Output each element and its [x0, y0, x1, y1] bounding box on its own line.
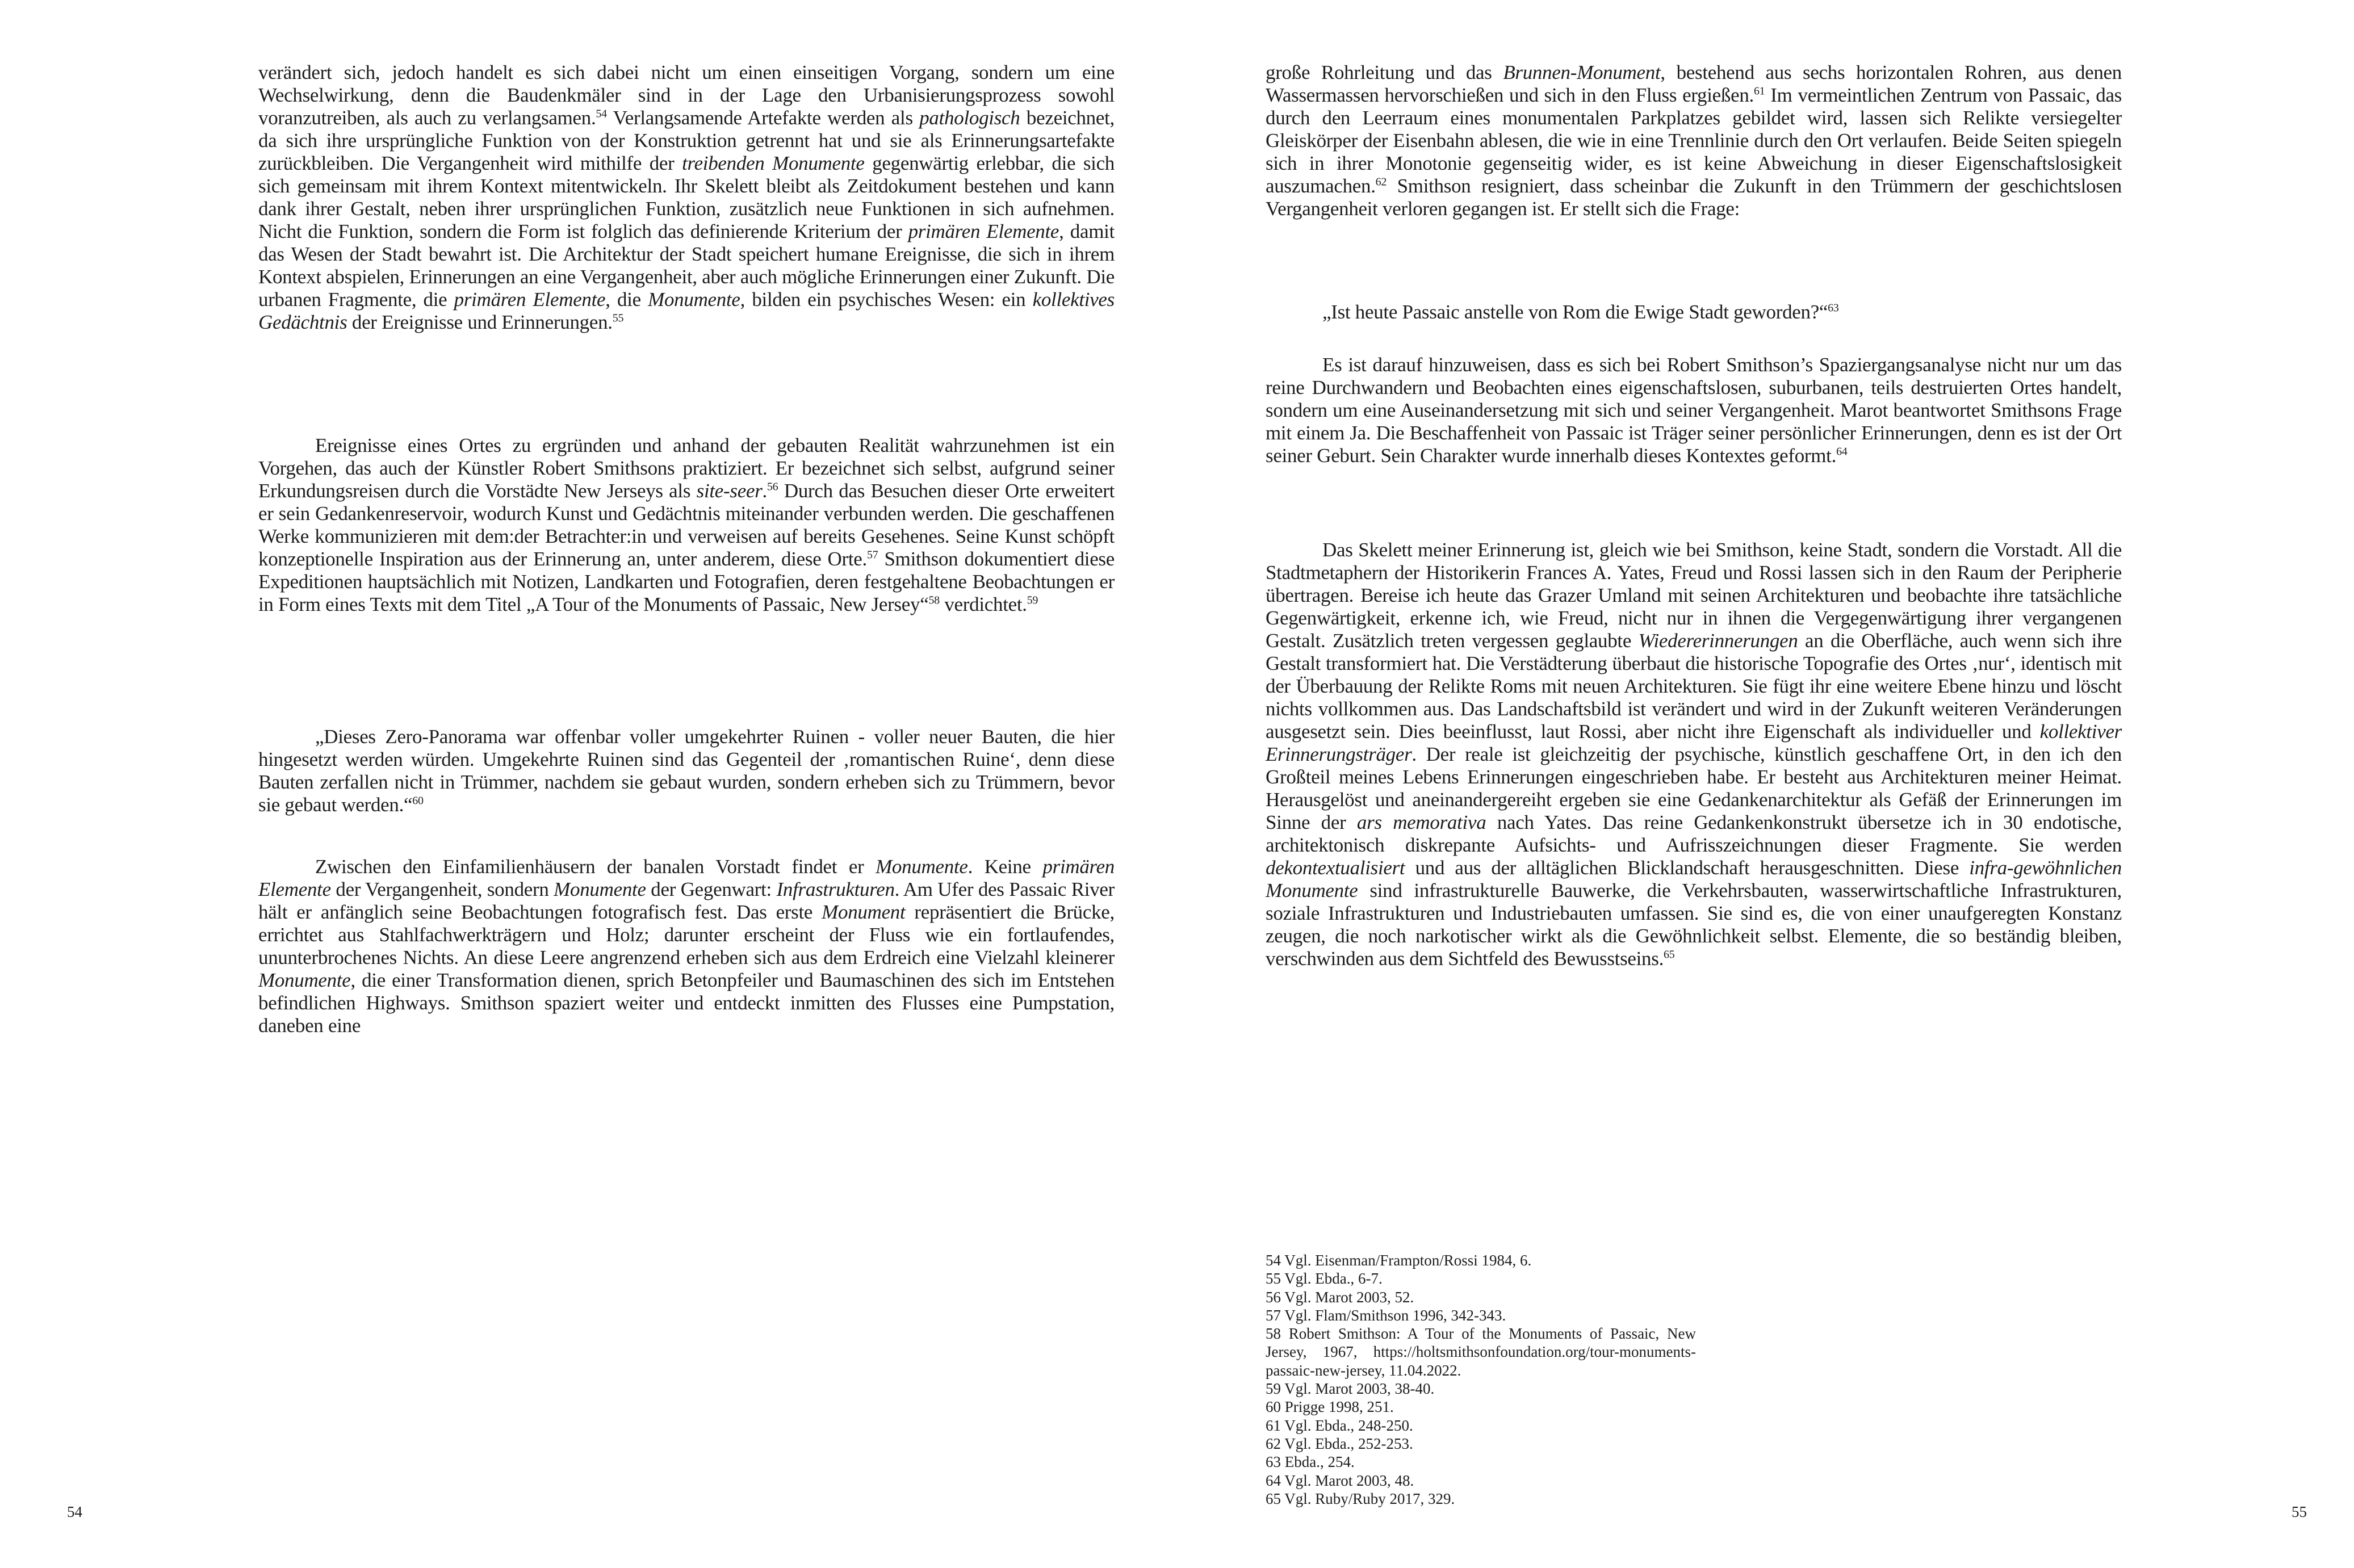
text-run: , bestehend aus sechs horizontalen Rohren, aus denen Wassermassen hervorschießen und sich in den Fluss ergießen.: [1266, 61, 2122, 106]
page-number-right: 55: [2292, 1503, 2307, 1520]
text-run: Es ist darauf hinzuweisen, dass es sich bei Robert Smithson’s Spaziergangsanalyse nicht nur um das reine Durchwandern und Beobachten eines eigenschaftslosen, suburbanen, teils destruierten Ortes handelt, sondern um eine Auseinandersetzung mit sich und seiner Vergangenheit. Marot beantwortet Smithsons Frage mit einem Ja. Die Beschaffenheit von Passaic ist Träger seiner persönlicher Erinnerungen, denn es ist der Ort seiner Geburt. Sein Charakter wurde innerhalb dieses Kontextes geformt.: [1266, 354, 2122, 467]
footnote-reference: 54: [596, 107, 607, 120]
footnote-reference: 57: [867, 548, 878, 561]
emphasized-text: dekontextualisiert: [1266, 857, 1405, 879]
block-quote: [1266, 301, 2122, 324]
emphasized-text: treibenden Monumente: [682, 152, 865, 174]
emphasized-text: site-seer: [696, 480, 763, 502]
text-run: verdichtet.: [939, 593, 1027, 615]
text-run: gegenwärtig erlebbar, die sich sich gemeinsam mit ihrem Kontext mitentwickeln. Ihr Skelett bleibt als Zeitdokument bestehen und kann dank ihrer Gestalt, neben ihrer ursprünglichen Funktion, zusätzlich neue Funktionen in sich aufnehmen. Nicht die Funktion, sondern die Form ist folglich das definierende Kriterium der: [258, 152, 1115, 242]
text-run: und aus der alltäglichen Blicklandschaft herausgeschnitten. Diese: [1405, 857, 1970, 879]
paragraph: [1266, 539, 2122, 970]
text-run: Durch das Besuchen dieser Orte erweitert er sein Gedankenreservoir, wodurch Kunst und Gedächtnis miteinander verbunden werden. Die geschaffenen Werke kommunizieren mit dem:der Betrachter:in und verweisen auf bereits Gesehenes. Seine Kunst schöpft konzeptionelle Inspiration aus der Erinnerung an, unter anderem, diese Orte.: [258, 480, 1115, 570]
footnote: 55 Vgl. Ebda., 6-7.: [1266, 1270, 1383, 1288]
footnote: 59 Vgl. Marot 2003, 38-40.: [1266, 1380, 1435, 1398]
text-run: große Rohrleitung und das: [1266, 61, 1503, 83]
text-run: „Ist heute Passaic anstelle von Rom die Ewige Stadt geworden?“: [1322, 301, 1828, 323]
text-run: Das Skelett meiner Erinnerung ist, gleich wie bei Smithson, keine Stadt, sondern die Vorstadt. All die Stadtmetaphern der Historikerin Frances A. Yates, Freud und Rossi lassen sich in den Raum der Peripherie übertragen. Bereise ich heute das Grazer Umland mit seinen Architekturen und beobachte ihre tatsächliche Gegenwärtigkeit, erkenne ich, wie Freud, nicht nur in ihnen die Vergegenwärtigung ihrer vergangenen Gestalt. Zusätzlich treten vergessen geglaubte: [1266, 539, 2122, 652]
emphasized-text: ars memorativa: [1356, 811, 1486, 833]
text-run: verändert sich, jedoch handelt es sich dabei nicht um einen einseitigen Vorgang, sondern um eine Wechselwirkung, denn die Baudenkmäler sind in der Lage den Urbanisierungsprozess sowohl voranzutreiben, als auch zu verlangsamen.: [258, 61, 1115, 129]
text-run: Ereignisse eines Ortes zu ergründen und anhand der gebauten Realität wahrzunehmen ist ein Vorgehen, das auch der Künstler Robert Smithsons praktiziert. Er bezeichnet sich selbst, aufgrund seiner Erkundungsreisen durch die Vorstädte New Jerseys als: [258, 434, 1115, 502]
text-run: , bilden ein psychisches Wesen: ein: [740, 288, 1033, 311]
emphasized-text: Infrastrukturen: [776, 878, 895, 900]
text-run: Verlangsamende Artefakte werden als: [606, 107, 920, 129]
footnote: 61 Vgl. Ebda., 248-250.: [1266, 1416, 1413, 1434]
footnote-reference: 56: [766, 480, 778, 493]
emphasized-text: infra-gewöhnlichen Monumente: [1266, 857, 2122, 902]
emphasized-text: kollektives Gedächtnis: [258, 288, 1115, 333]
text-run: nach Yates. Das reine Gedankenkonstrukt übersetze ich in 30 endotische, architektonisch diskrepante Aufsichts- und Aufrisszeichnungen dieser Fragmente. Sie werden: [1266, 811, 2122, 856]
footnote: 62 Vgl. Ebda., 252-253.: [1266, 1435, 1413, 1452]
text-run: . Keine: [967, 856, 1043, 878]
footnote-reference: 60: [412, 794, 424, 807]
emphasized-text: Monumente: [554, 878, 646, 900]
emphasized-text: Monumente: [876, 856, 968, 878]
footnote: 60 Prigge 1998, 251.: [1266, 1398, 1394, 1416]
text-run: der Gegenwart:: [646, 878, 777, 900]
emphasized-text: kollektiver Erinnerungsträger: [1266, 720, 2122, 765]
emphasized-text: Monumente: [648, 288, 740, 311]
footnote-reference: 59: [1027, 594, 1038, 607]
text-run: . Der reale ist gleichzeitig der psychische, künstlich geschaffene Ort, in den ich den Großteil meines Lebens Erinnerungen eingeschrieben habe. Er besteht aus Architekturen meiner Heimat. Herausgelöst und aneinandergereiht ergeben sie eine Gedankenarchitektur als Gefäß der Erinnerungen im Sinne der: [1266, 743, 2122, 833]
text-run: an die Oberfläche, auch wenn sich ihre Gestalt transformiert hat. Die Verstädterung überbaut die historische Topografie des Ortes ‚nur‘, identisch mit der Überbauung der Relikte Roms mit neuen Architekturen. Sie fügt ihr eine weitere Ebene hinzu und löscht nichts vollkommen aus. Das Landschaftsbild ist verändert und wird in der Zukunft weiteren Veränderungen ausgesetzt sein. Dies beeinflusst, laut Rossi, aber nicht ihre Eigenschaft als individueller und: [1266, 630, 2122, 743]
text-run: der Vergangenheit, sondern: [330, 878, 554, 900]
footnote-reference: 65: [1664, 948, 1675, 961]
emphasized-text: Brunnen-Monument: [1503, 61, 1661, 83]
text-run: repräsentiert die Brücke, errichtet aus Stahlfachwerkträgern und Holz; darunter erscheint der Fluss wie ein fortlaufendes, ununterbrochenes Nichts. An diese Leere angrenzend erheben sich aus dem Erdreich eine Vielzahl kleinerer: [258, 901, 1115, 969]
text-run: sind infrastrukturelle Bauwerke, die Verkehrsbauten, wasserwirtschaftliche Infrastrukturen, soziale Infrastrukturen und Industriebauten umfassen. Sie sind es, die von einer unaufgeregten Konstanz zeugen, die noch narkotischer wirkt als die Gewöhnlichkeit selbst. Elemente, die so beständig bleiben, verschwinden aus dem Sichtfeld des Bewusstseins.: [1266, 879, 2122, 970]
text-run: .: [762, 480, 767, 502]
emphasized-text: primären Elemente: [908, 220, 1059, 242]
footnote-reference: 55: [612, 312, 624, 325]
text-run: Smithson resigniert, dass scheinbar die Zukunft in den Trümmern der geschichtslosen Vergangenheit verloren gegangen ist. Er stellt sich die Frage:: [1266, 175, 2122, 220]
text-run: bezeichnet, da sich ihre ursprüngliche Funktion von der Konstruktion getrennt hat und sie als Erinnerungsartefakte zurückbleiben. Die Vergangenheit wird mithilfe der: [258, 107, 1115, 174]
emphasized-text: Monument: [822, 901, 906, 923]
block-quote: [258, 726, 1115, 816]
footnote: 56 Vgl. Marot 2003, 52.: [1266, 1288, 1414, 1306]
emphasized-text: pathologisch: [919, 107, 1020, 129]
text-run: , die einer Transformation dienen, sprich Betonpfeiler und Baumaschinen des sich im Entstehen befindlichen Highways. Smithson spaziert weiter und entdeckt inmitten des Flusses eine Pumpstation, daneben eine: [258, 969, 1115, 1037]
page-number-left: 54: [67, 1503, 82, 1520]
footnote-reference: 61: [1753, 85, 1765, 98]
footnotes: [1266, 1251, 1696, 1508]
footnote-reference: 58: [928, 594, 940, 607]
emphasized-text: primären Elemente: [454, 288, 606, 311]
footnote: 64 Vgl. Marot 2003, 48.: [1266, 1471, 1414, 1489]
footnote: 57 Vgl. Flam/Smithson 1996, 342-343.: [1266, 1306, 1506, 1324]
text-run: , die: [605, 288, 648, 311]
emphasized-text: Monumente: [258, 969, 351, 991]
footnote-reference: 64: [1836, 445, 1848, 458]
text-run: , damit das Wesen der Stadt bewahrt ist. Die Architektur der Stadt speichert humane Ereignisse, die sich in ihrem Kontext abspielen, Erinnerungen an eine Vergangenheit, aber auch mögliche Erinnerungen einer Zukunft. Die urbanen Fragmente, die: [258, 220, 1115, 311]
paragraph: [258, 434, 1115, 616]
paragraph: [1266, 61, 2122, 220]
emphasized-text: Wiedererinnerungen: [1638, 630, 1798, 652]
text-run: der Ereignisse und Erinnerungen.: [347, 311, 613, 333]
paragraph: [258, 856, 1115, 1037]
footnote: 65 Vgl. Ruby/Ruby 2017, 329.: [1266, 1490, 1455, 1507]
footnote: 58 Robert Smithson: A Tour of the Monuments of Passaic, New Jersey, 1967, https://holtsmithsonfoundation.org/tour-monuments-passaic-new-jersey, 11.04.2022.: [1266, 1325, 1696, 1379]
paragraph: [258, 61, 1115, 334]
emphasized-text: primären Elemente: [258, 856, 1115, 900]
text-run: . Am Ufer des Passaic River hält er anfänglich seine Beobachtungen fotografisch fest. Das erste: [258, 878, 1115, 923]
paragraph: [1266, 354, 2122, 467]
footnote: 63 Ebda., 254.: [1266, 1453, 1355, 1471]
text-run: „Dieses Zero-Panorama war offenbar voller umgekehrter Ruinen - voller neuer Bauten, die hier hingesetzt werden würden. Umgekehrte Ruinen sind das Gegenteil der ‚romantischen Ruine‘, denn diese Bauten zerfallen nicht in Trümmer, nachdem sie gebaut wurden, sondern erheben sich zu Trümmern, bevor sie gebaut werden.“: [258, 726, 1115, 816]
text-run: Zwischen den Einfamilienhäusern der banalen Vorstadt findet er: [315, 856, 876, 878]
footnote-reference: 62: [1375, 175, 1387, 188]
text-run: Smithson dokumentiert diese Expeditionen hauptsächlich mit Notizen, Landkarten und Fotografien, deren festgehaltene Beobachtungen er in Form eines Texts mit dem Titel „A Tour of the Monuments of Passaic, New Jersey“: [258, 548, 1115, 615]
text-run: Im vermeintlichen Zentrum von Passaic, das durch den Leerraum eines monumentalen Parkplatzes gebildet wird, lassen sich Relikte versiegelter Gleiskörper der Eisenbahn ablesen, die wie in eine Trennlinie durch den Ort verlaufen. Beide Seiten spiegeln sich in ihrer Monotonie gegenseitig wider, es ist keine Abweichung in dieser Eigenschaftslosigkeit auszumachen.: [1266, 84, 2122, 197]
footnote: 54 Vgl. Eisenman/Frampton/Rossi 1984, 6.: [1266, 1252, 1532, 1269]
footnote-reference: 63: [1828, 301, 1839, 315]
